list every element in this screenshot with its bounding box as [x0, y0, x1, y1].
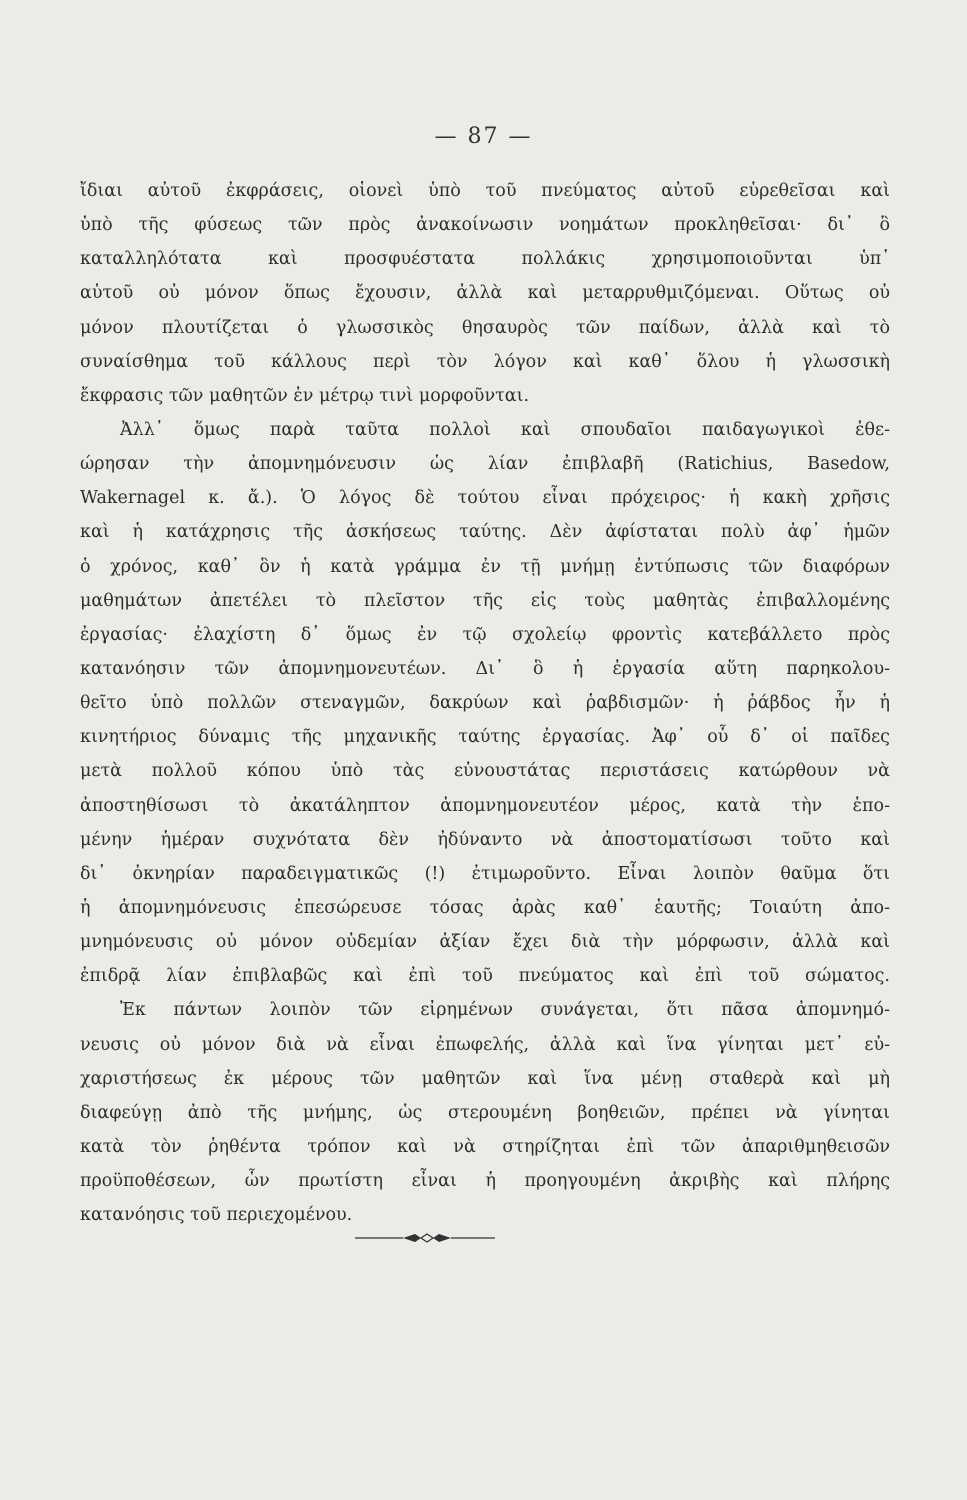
- text-line: ὁ χρόνος, καθ᾿ ὃν ἡ κατὰ γράμμα ἐν τῇ μνήμῃ ἐντύπωσις τῶν διαφόρων: [80, 556, 890, 577]
- text-line: μένην ἡμέραν συχνότατα δὲν ἠδύναντο νὰ ἀποστοματίσωσι τοῦτο καὶ: [80, 829, 890, 850]
- text-line: καὶ ἡ κατάχρησις τῆς ἀσκήσεως ταύτης. Δὲν ἀφίσταται πολὺ ἀφ᾿ ἡμῶν: [80, 522, 890, 543]
- body-text: [80, 174, 890, 1232]
- text-line: Ἀλλ᾿ ὅμως παρὰ ταῦτα πολλοὶ καὶ σπουδαῖοι παιδαγωγικοὶ ἐθε-: [120, 419, 890, 440]
- text-line: ἐργασίας· ἐλαχίστη δ᾿ ὅμως ἐν τῷ σχολείῳ φροντὶς κατεβάλλετο πρὸς: [80, 624, 890, 645]
- text-line: Ἐκ πάντων λοιπὸν τῶν εἰρημένων συνάγεται, ὅτι πᾶσα ἀπομνημό-: [120, 1000, 890, 1021]
- text-line: καταλληλότατα καὶ προσφυέστατα πολλάκις χρησιμοποιοῦνται ὑπ᾿: [80, 249, 890, 270]
- text-line: Wakernagel κ. ἄ.). Ὁ λόγος δὲ τούτου εἶναι πρόχειρος· ἡ κακὴ χρῆσις: [80, 488, 890, 509]
- text-line: χαριστήσεως ἐκ μέρους τῶν μαθητῶν καὶ ἵνα μένῃ σταθερὰ καὶ μὴ: [80, 1068, 890, 1089]
- text-line: δι᾿ ὀκνηρίαν παραδειγματικῶς (!) ἐτιμωροῦντο. Εἶναι λοιπὸν θαῦμα ὅτι: [80, 863, 890, 884]
- text-line: ἀποστηθίσωσι τὸ ἀκατάληπτον ἀπομνημονευτέον μέρος, κατὰ τὴν ἑπο-: [80, 795, 890, 816]
- text-line: κατὰ τὸν ῥηθέντα τρόπον καὶ νὰ στηρίζηται ἐπὶ τῶν ἀπαριθμηθεισῶν: [80, 1136, 890, 1157]
- text-line: κατανόησιν τῶν ἀπομνημονευτέων. Δι᾿ ὃ ἡ ἐργασία αὕτη παρηκολου-: [80, 658, 890, 679]
- text-line: αὐτοῦ οὐ μόνον ὅπως ἔχουσιν, ἀλλὰ καὶ μεταρρυθμιζόμεναι. Οὕτως οὐ: [80, 283, 890, 304]
- text-line: ώρησαν τὴν ἀπομνημόνευσιν ὡς λίαν ἐπιβλαβῆ (Ratichius, Basedow,: [80, 454, 890, 475]
- text-line: θεῖτο ὑπὸ πολλῶν στεναγμῶν, δακρύων καὶ ῥαβδισμῶν· ἡ ῥάβδος ἦν ἡ: [80, 693, 890, 714]
- text-line: ἡ ἀπομνημόνευσις ἐπεσώρευσε τόσας ἀρὰς καθ᾿ ἑαυτῆς; Τοιαύτη ἀπο-: [80, 897, 890, 918]
- end-ornament: [355, 1231, 495, 1245]
- text-line: κατανόησις τοῦ περιεχομένου.: [80, 1205, 353, 1226]
- text-line: νευσις οὐ μόνον διὰ νὰ εἶναι ἐπωφελής, ἀλλὰ καὶ ἵνα γίνηται μετ᾿ εὐ-: [80, 1034, 890, 1055]
- text-line: διαφεύγῃ ἀπὸ τῆς μνήμης, ὡς στερουμένη βοηθειῶν, πρέπει νὰ γίνηται: [80, 1102, 890, 1123]
- page-number: — 87 —: [434, 124, 533, 149]
- text-line: ἐπιδρᾷ λίαν ἐπιβλαβῶς καὶ ἐπὶ τοῦ πνεύματος καὶ ἐπὶ τοῦ σώματος.: [80, 966, 890, 987]
- text-line: προϋποθέσεων, ὧν πρωτίστη εἶναι ἡ προηγουμένη ἀκριβὴς καὶ πλήρης: [80, 1171, 890, 1192]
- text-line: συναίσθημα τοῦ κάλλους περὶ τὸν λόγον καὶ καθ᾿ ὅλου ἡ γλωσσικὴ: [80, 351, 890, 372]
- text-line: μόνον πλουτίζεται ὁ γλωσσικὸς θησαυρὸς τῶν παίδων, ἀλλὰ καὶ τὸ: [80, 317, 890, 338]
- text-line: κινητήριος δύναμις τῆς μηχανικῆς ταύτης ἐργασίας. Ἀφ᾿ οὗ δ᾿ οἱ παῖδες: [80, 727, 890, 748]
- text-line: μετὰ πολλοῦ κόπου ὑπὸ τὰς εὐνουστάτας περιστάσεις κατώρθουν νὰ: [80, 761, 890, 782]
- text-line: μνημόνευσις οὐ μόνον οὐδεμίαν ἀξίαν ἔχει διὰ τὴν μόρφωσιν, ἀλλὰ καὶ: [80, 932, 890, 953]
- text-line: ἴδιαι αὐτοῦ ἐκφράσεις, οἱονεὶ ὑπὸ τοῦ πνεύματος αὐτοῦ εὑρεθεῖσαι καὶ: [80, 181, 890, 201]
- text-line: ὑπὸ τῆς φύσεως τῶν πρὸς ἀνακοίνωσιν νοημάτων προκληθεῖσαι· δι᾿ ὃ: [80, 215, 890, 236]
- text-line: μαθημάτων ἀπετέλει τὸ πλεῖστον τῆς εἰς τοὺς μαθητὰς ἐπιβαλλομένης: [80, 590, 890, 611]
- text-line: ἔκφρασις τῶν μαθητῶν ἐν μέτρῳ τινὶ μορφοῦνται.: [80, 385, 530, 406]
